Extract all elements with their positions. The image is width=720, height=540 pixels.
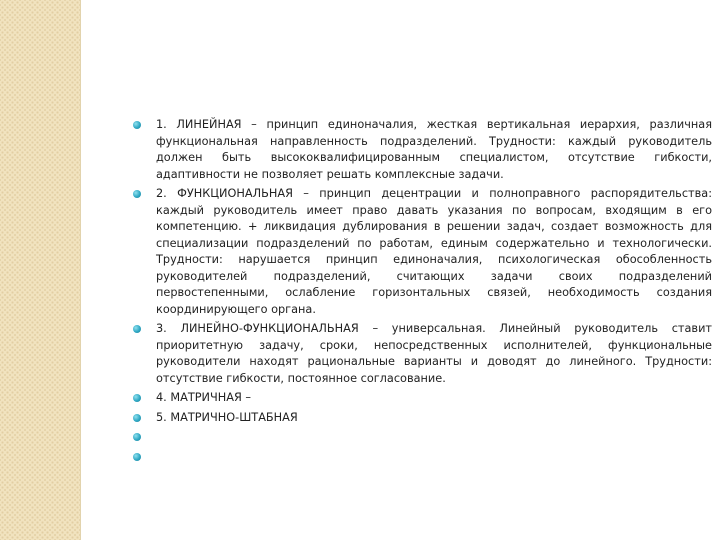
bullet-icon (133, 433, 141, 441)
list-item (132, 449, 712, 466)
list-item-text: 4. МАТРИЧНАЯ – (156, 391, 252, 404)
bullet-list (132, 117, 712, 465)
bullet-icon (133, 394, 141, 402)
list-item-text: 5. МАТРИЧНО-ШТАБНАЯ (156, 410, 298, 424)
list-item (132, 321, 712, 387)
list-item (132, 390, 712, 407)
list-item (132, 410, 712, 427)
bullet-icon (133, 121, 141, 129)
decorative-side-strip (0, 0, 80, 540)
slide-content (132, 117, 712, 468)
list-item (132, 429, 712, 446)
bullet-icon (133, 414, 141, 422)
list-item-text: 2. ФУНКЦИОНАЛЬНАЯ – принцип децентрации и полноправного распорядительства: каждый руководитель имеет право давать указания по вопросам, входящим в его компетенцию. + ликвидация дублирования в решении задач, создает возможность для специализации подразделений по работам, единым содержательно и технологически. Трудности: нарушается принцип единоначалия, психологическая обособленность руководителей подразделений, считающих задачи своих подразделений первостепенными, ослабление горизонтальных связей, необходимость создания координирующего органа. (156, 187, 712, 316)
list-item (132, 117, 712, 183)
bullet-icon (133, 453, 141, 461)
list-item (132, 186, 712, 318)
bullet-icon (133, 190, 141, 198)
list-item-text: 1. ЛИНЕЙНАЯ – принцип единоначалия, жесткая вертикальная иерархия, различная функциональная направленность подразделений. Трудности: каждый руководитель должен быть высококвалифицированным специалистом, отсутствие гибкости, адаптивности не позволяет решать комплексные задачи. (156, 118, 712, 181)
list-item-text: 3. ЛИНЕЙНО-ФУНКЦИОНАЛЬНАЯ – универсальная. Линейный руководитель ставит приоритетную задачу, сроки, непосредственных исполнителей, функциональные руководители находят рациональные варианты и доводят до линейного. Трудности: отсутствие гибкости, постоянное согласование. (156, 322, 712, 385)
side-strip-border (80, 0, 81, 540)
bullet-icon (133, 325, 141, 333)
